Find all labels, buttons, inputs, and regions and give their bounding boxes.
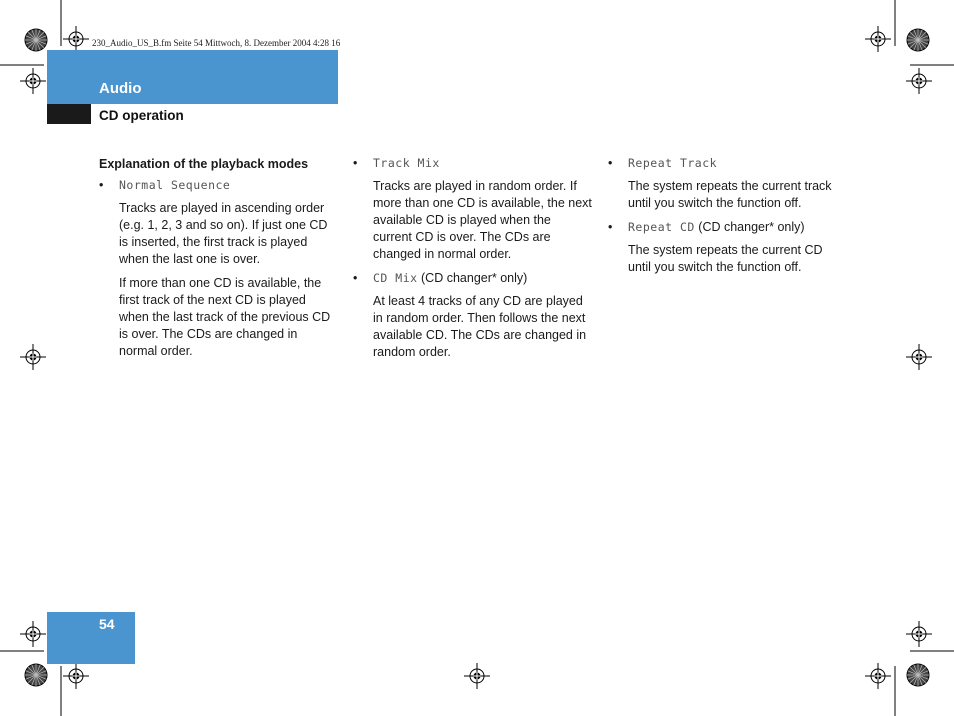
list-item-cd-mix (353, 270, 593, 287)
file-header: 230_Audio_US_B.fm Seite 54 Mittwoch, 8. Dezember 2004 4:28 16 (92, 38, 341, 48)
paragraph: Tracks are played in ascending order (e.g. 1, 2, 3 and so on). If just one CD is inserted, the first track is played when the last one is over. (119, 201, 328, 266)
registration-mark-icon (20, 621, 46, 647)
color-wheel-icon (25, 29, 47, 51)
registration-mark-icon (20, 344, 46, 370)
subsection-title: CD operation (99, 108, 184, 123)
section-band (47, 50, 338, 104)
registration-mark-icon (464, 663, 490, 689)
paragraph: Tracks are played in random order. If more than one CD is available, the next available CD is played when the current CD is over. The CDs are changed in normal order. (373, 179, 592, 261)
column-3 (608, 155, 848, 283)
paragraph: If more than one CD is available, the first track of the next CD is played when the last track of the previous CD is over. The CDs are changed in normal order. (119, 276, 331, 358)
registration-mark-icon (906, 68, 932, 94)
mode-label: Track Mix (373, 156, 440, 170)
subsection-marker (47, 104, 91, 124)
color-wheel-icon (25, 664, 47, 686)
playback-modes-heading: Explanation of the playback modes (99, 157, 309, 171)
bullet-icon: • (353, 271, 358, 285)
list-item-repeat-cd (608, 219, 848, 236)
registration-mark-icon (20, 68, 46, 94)
registration-mark-icon (906, 344, 932, 370)
column-2 (353, 155, 593, 368)
bullet-icon: • (99, 178, 104, 192)
page-number: 54 (99, 616, 115, 632)
registration-mark-icon (63, 26, 89, 52)
registration-mark-icon (906, 621, 932, 647)
registration-mark-icon (865, 26, 891, 52)
list-item-repeat-track (608, 155, 848, 172)
registration-mark-icon (63, 663, 89, 689)
bullet-icon: • (353, 156, 358, 170)
mode-label: Repeat CD (628, 220, 695, 234)
mode-label: Normal Sequence (119, 178, 231, 192)
bullet-icon: • (608, 220, 613, 234)
list-item-normal-sequence (99, 177, 339, 194)
color-wheel-icon (907, 664, 929, 686)
mode-note: (CD changer* only) (417, 271, 528, 285)
section-title: Audio (99, 80, 142, 97)
mode-label: CD Mix (373, 271, 418, 285)
color-wheel-icon (907, 29, 929, 51)
paragraph: The system repeats the current CD until you switch the function off. (628, 243, 823, 274)
page-number-band (47, 612, 135, 664)
list-item-track-mix (353, 155, 593, 172)
paragraph: At least 4 tracks of any CD are played in random order. Then follows the next available CD. The CDs are changed in random order. (373, 294, 587, 359)
paragraph: The system repeats the current track until you switch the function off. (628, 179, 832, 210)
column-1 (99, 155, 339, 367)
mode-label: Repeat Track (628, 156, 718, 170)
bullet-icon: • (608, 156, 613, 170)
mode-note: (CD changer* only) (694, 220, 805, 234)
registration-mark-icon (865, 663, 891, 689)
